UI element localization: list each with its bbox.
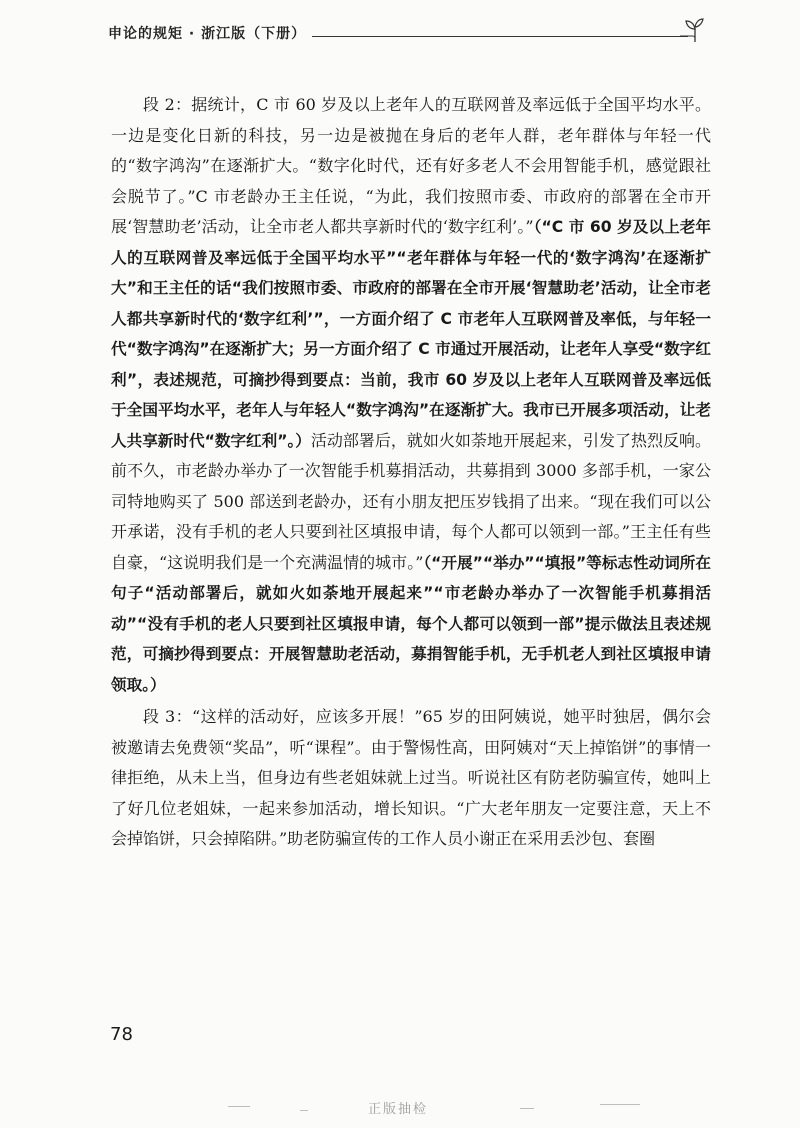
sprout-icon <box>680 14 710 44</box>
annotation-note: （“开展”“举办”“填报”等标志性动词所在句子“活动部署后，就如火如荼地开展起来”“市老龄办举办了一次智能手机募捐活动”“没有手机的老人只要到社区填报申请，每个人都可以领到一部”提示做法且表述规范，可摘抄得到要点：开展智慧助老活动，募捐智能手机，无手机老人到社区填报申请领取。） <box>111 553 711 694</box>
paragraph-2 <box>111 90 711 700</box>
body-text: 段 2：据统计，C 市 60 岁及以上老年人的互联网普及率远低于全国平均水平。一边是变化日新的科技，另一边是被抛在身后的老年人群，老年群体与年轻一代的“数字鸿沟”在逐渐扩大。“数字化时代，还有好多老人不会用智能手机，感觉跟社会脱节了。”C 市老龄办王主任说，“为此，我们按照市委、市政府的部署在全市开展‘智慧助老’活动，让全市老人都共享新时代的‘数字红利’。” <box>111 95 711 236</box>
page-number: 78 <box>110 1024 133 1045</box>
page-body <box>111 90 711 855</box>
scan-speck <box>600 1104 640 1105</box>
running-header <box>108 24 708 48</box>
scan-speck <box>228 1106 250 1107</box>
header-title: 申论的规矩 · 浙江版（下册） <box>108 24 312 44</box>
scan-speck <box>300 1110 308 1111</box>
paragraph-3 <box>111 702 711 855</box>
scan-speck <box>520 1108 534 1109</box>
body-text: 活动部署后，就如火如荼地开展起来，引发了热烈反响。前不久，市老龄办举办了一次智能手机募捐活动，共募捐到 3000 多部手机，一家公司特地购买了 500 部送到老龄办，还有小朋友把压岁钱捐了出来。“现在我们可以公开承诺，没有手机的老人只要到社区填报申请，每个人都可以领到一部。”王主任有些自豪，“这说明我们是一个充满温情的城市。” <box>111 430 711 572</box>
footer-stamp: 正版抽检 <box>368 1102 429 1117</box>
body-text: 段 3：“这样的活动好，应该多开展！”65 岁的田阿姨说，她平时独居，偶尔会被邀请去免费领“奖品”，听“课程”。由于警惕性高，田阿姨对“天上掉馅饼”的事情一律拒绝，从未上当，但身边有些老姐妹就上过当。听说社区有防老防骗宣传，她叫上了好几位老姐妹，一起来参加活动，增长知识。“广大老年朋友一定要注意，天上不会掉馅饼，只会掉陷阱。”助老防骗宣传的工作人员小谢正在采用丢沙包、套圈 <box>111 707 711 848</box>
annotation-note: （“C 市 60 岁及以上老年人的互联网普及率远低于全国平均水平”“老年群体与年轻一代的‘数字鸿沟’在逐渐扩大”和王主任的话“我们按照市委、市政府的部署在全市开展‘智慧助老’活动，让全市老人都共享新时代的‘数字红利’”，一方面介绍了 C 市老年人互联网普及率低，与年轻一代“数字鸿沟”在逐渐扩大；另一方面介绍了 C 市通过开展活动，让老年人享受“数字红利”，表述规范，可摘抄得到要点：当前，我市 60 岁及以上老年人互联网普及率远低于全国平均水平，老年人与年轻人“数字鸿沟”在逐渐扩大。我市已开展多项活动，让老人共享新时代“数字红利”。） <box>111 218 711 450</box>
